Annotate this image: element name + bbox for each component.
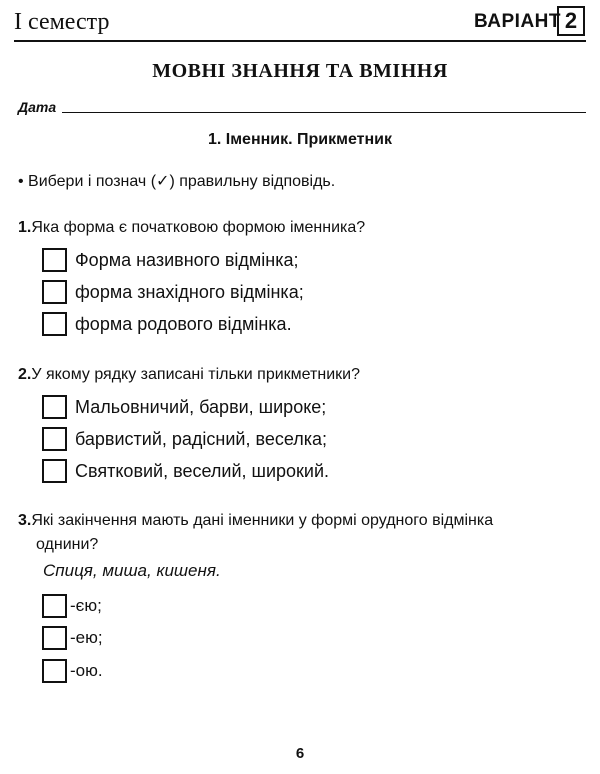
answer-option[interactable] bbox=[42, 659, 103, 683]
answer-option[interactable] bbox=[42, 395, 326, 419]
option-label: Форма називного відмінка; bbox=[75, 249, 299, 270]
checkbox[interactable] bbox=[42, 248, 67, 272]
option-label: Мальовничий, барви, широке; bbox=[75, 396, 327, 417]
checkbox[interactable] bbox=[42, 594, 67, 618]
option-label: барвистий, радісний, веселка; bbox=[75, 428, 328, 449]
checkbox[interactable] bbox=[42, 395, 67, 419]
question-number: 1. bbox=[18, 219, 32, 236]
answer-option[interactable] bbox=[42, 280, 304, 304]
date-label: Дата bbox=[18, 99, 57, 115]
section-title: 1. Іменник. Прикметник bbox=[207, 131, 392, 148]
checkbox[interactable] bbox=[42, 280, 67, 304]
checkbox[interactable] bbox=[42, 312, 67, 336]
answer-option[interactable] bbox=[42, 312, 292, 336]
question-text: Які закінчення мають дані іменники у формі орудного відмінка bbox=[31, 512, 494, 529]
option-label: -єю; bbox=[70, 596, 102, 615]
checkbox[interactable] bbox=[42, 626, 67, 650]
option-label: форма знахідного відмінка; bbox=[75, 281, 304, 302]
question-1 bbox=[18, 217, 588, 239]
answer-option[interactable] bbox=[42, 459, 329, 483]
question-2 bbox=[18, 364, 588, 386]
option-label: -ею; bbox=[70, 628, 103, 647]
answer-option[interactable] bbox=[42, 626, 103, 650]
checkbox[interactable] bbox=[42, 659, 67, 683]
option-label: -ою. bbox=[70, 661, 103, 680]
option-label: Святковий, веселий, широкий. bbox=[75, 460, 330, 481]
answer-option[interactable] bbox=[42, 594, 102, 618]
semester-label: I семестр bbox=[14, 9, 110, 35]
answer-option[interactable] bbox=[42, 427, 327, 451]
header-divider bbox=[14, 40, 586, 42]
instruction: • Вибери і познач (✓) правильну відповідь. bbox=[18, 173, 336, 190]
question-text: У якому рядку записані тільки прикметники? bbox=[31, 366, 360, 383]
page-title: МОВНІ ЗНАННЯ ТА ВМІННЯ bbox=[152, 60, 448, 82]
variant-number: 2 bbox=[557, 6, 585, 36]
question-text-continued: однини? bbox=[36, 536, 99, 553]
question-number: 2. bbox=[18, 366, 32, 383]
example-words: Спиця, миша, кишеня. bbox=[43, 561, 221, 580]
question-number: 3. bbox=[18, 512, 32, 529]
question-text: Яка форма є початковою формою іменника? bbox=[31, 219, 366, 236]
question-3 bbox=[18, 510, 588, 532]
page-number: 6 bbox=[295, 745, 305, 762]
answer-option[interactable] bbox=[42, 248, 299, 272]
checkbox[interactable] bbox=[42, 427, 67, 451]
checkbox[interactable] bbox=[42, 459, 67, 483]
date-field[interactable] bbox=[62, 112, 586, 113]
option-label: форма родового відмінка. bbox=[75, 313, 292, 334]
variant-label: ВАРІАНТ bbox=[474, 11, 561, 32]
